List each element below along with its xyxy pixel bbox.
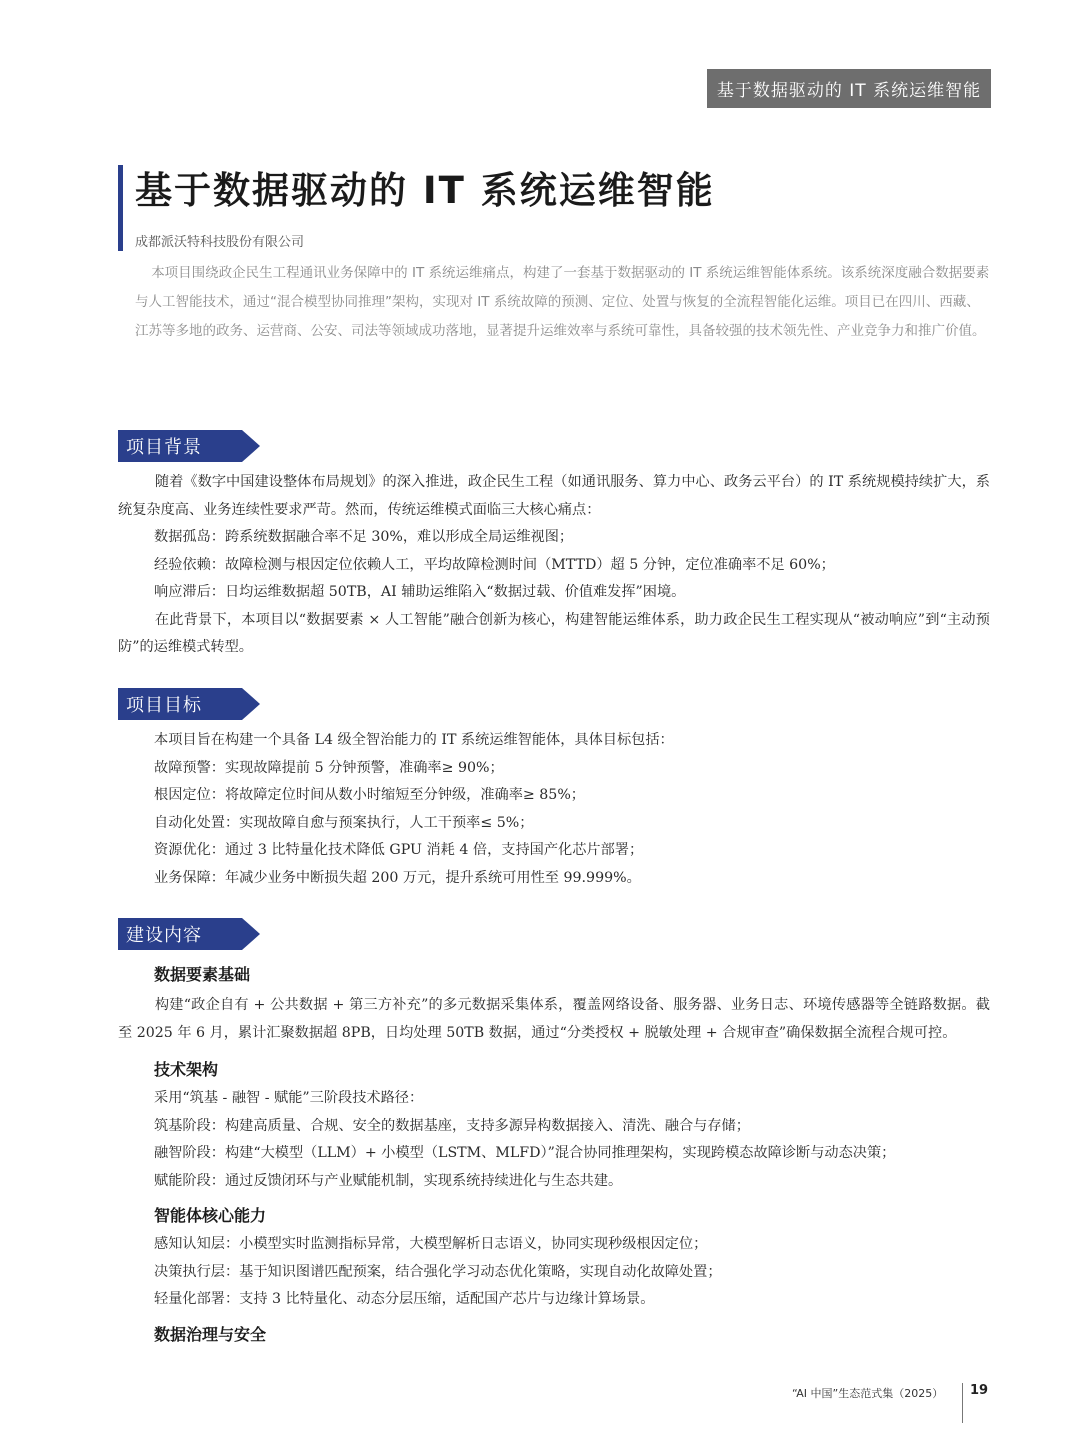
subheading-data-foundation: 数据要素基础 xyxy=(154,965,251,984)
subheading-capabilities: 智能体核心能力 xyxy=(154,1206,267,1225)
company-name: 成都派沃特科技股份有限公司 xyxy=(135,235,305,250)
goal-item: 根因定位：将故障定位时间从数小时缩短至分钟级，准确率≥ 85%； xyxy=(154,787,585,803)
capability-item: 轻量化部署：支持 3 比特量化、动态分层压缩，适配国产芯片与边缘计算场景。 xyxy=(154,1291,655,1307)
capability-item: 感知认知层：小模型实时监测指标异常，大模型解析日志语义，协同实现秒级根因定位； xyxy=(154,1236,708,1252)
section-label-construction: 建设内容 xyxy=(118,918,242,950)
subheading-architecture: 技术架构 xyxy=(154,1060,219,1079)
page-number: 19 xyxy=(970,1383,989,1398)
title-accent-bar xyxy=(118,165,123,251)
background-item: 数据孤岛：跨系统数据融合率不足 30%，难以形成全局运维视图； xyxy=(154,529,574,545)
background-item: 响应滞后：日均运维数据超 50TB，AI 辅助运维陷入“数据过载、价值难发挥”困境。 xyxy=(154,584,686,600)
background-intro: 随着《数字中国建设整体布局规划》的深入推进，政企民生工程（如通讯服务、算力中心、政务云平台）的 IT 系统规模持续扩大，系统复杂度高、业务连续性要求严苛。然而，传统运维模式面临三大核心痛点： xyxy=(118,474,990,518)
goal-item: 业务保障：年减少业务中断损失超 200 万元，提升系统可用性至 99.999%。 xyxy=(154,869,641,886)
architecture-item: 筑基阶段：构建高质量、合规、安全的数据基座，支持多源异构数据接入、清洗、融合与存储； xyxy=(154,1117,750,1134)
header-tag: 基于数据驱动的 IT 系统运维智能 xyxy=(707,69,991,108)
abstract: 本项目围绕政企民生工程通讯业务保障中的 IT 系统运维痛点，构建了一套基于数据驱动的 IT 系统运维智能体系统。该系统深度融合数据要素与人工智能技术，通过“混合模型协同推理”架构，实现对 IT 系统故障的预测、定位、处置与恢复的全流程智能化运维。项目已在四川、西藏、江苏等多地的政务、运营商、公安、司法等领域成功落地，显著提升运维效率与系统可靠性，具备较强的技术领先性、产业竞争力和推广价值。 xyxy=(135,265,990,339)
architecture-item: 采用“筑基 - 融智 - 赋能”三阶段技术路径： xyxy=(154,1090,424,1106)
section-goals xyxy=(118,688,1080,892)
background-closing: 在此背景下，本项目以“数据要素 × 人工智能”融合创新为核心，构建智能运维体系，助力政企民生工程实现从“被动响应”到“主动预防”的运维模式转型。 xyxy=(118,611,990,655)
background-item: 经验依赖：故障检测与根因定位依赖人工，平均故障检测时间（MTTD）超 5 分钟，定位准确率不足 60%； xyxy=(154,556,835,573)
architecture-item: 融智阶段：构建“大模型（LLM）+ 小模型（LSTM、MLFD）”混合协同推理架构，实现跨模态故障诊断与动态决策； xyxy=(154,1145,896,1161)
section-construction xyxy=(118,918,1080,1345)
goals-intro: 本项目旨在构建一个具备 L4 级全智治能力的 IT 系统运维智能体，具体目标包括： xyxy=(154,732,674,748)
section-label-goals: 项目目标 xyxy=(118,688,242,720)
capability-item: 决策执行层：基于知识图谱匹配预案，结合强化学习动态优化策略，实现自动化故障处置； xyxy=(154,1263,722,1280)
data-foundation-text: 构建“政企自有 + 公共数据 + 第三方补充”的多元数据采集体系，覆盖网络设备、服务器、业务日志、环境传感器等全链路数据。截至 2025 年 6 月，累计汇聚数据超 8PB，日均处理 50TB 数据，通过“分类授权 + 脱敏处理 + 合规审查”确保数据全流程合规可控。 xyxy=(118,997,990,1041)
goal-item: 资源优化：通过 3 比特量化技术降低 GPU 消耗 4 倍，支持国产化芯片部署； xyxy=(154,842,644,858)
page-title: 基于数据驱动的 IT 系统运维智能 xyxy=(135,169,715,212)
goal-item: 故障预警：实现故障提前 5 分钟预警，准确率≥ 90%； xyxy=(154,759,504,776)
section-background xyxy=(118,430,1080,662)
subheading-governance: 数据治理与安全 xyxy=(154,1324,267,1344)
section-label-background: 项目背景 xyxy=(118,430,242,462)
footer-text: “AI 中国”生态范式集（2025） xyxy=(792,1387,944,1400)
architecture-item: 赋能阶段：通过反馈闭环与产业赋能机制，实现系统持续进化与生态共建。 xyxy=(154,1172,623,1189)
goal-item: 自动化处置：实现故障自愈与预案执行，人工干预率≤ 5%； xyxy=(154,814,534,831)
footer-divider xyxy=(962,1383,963,1423)
